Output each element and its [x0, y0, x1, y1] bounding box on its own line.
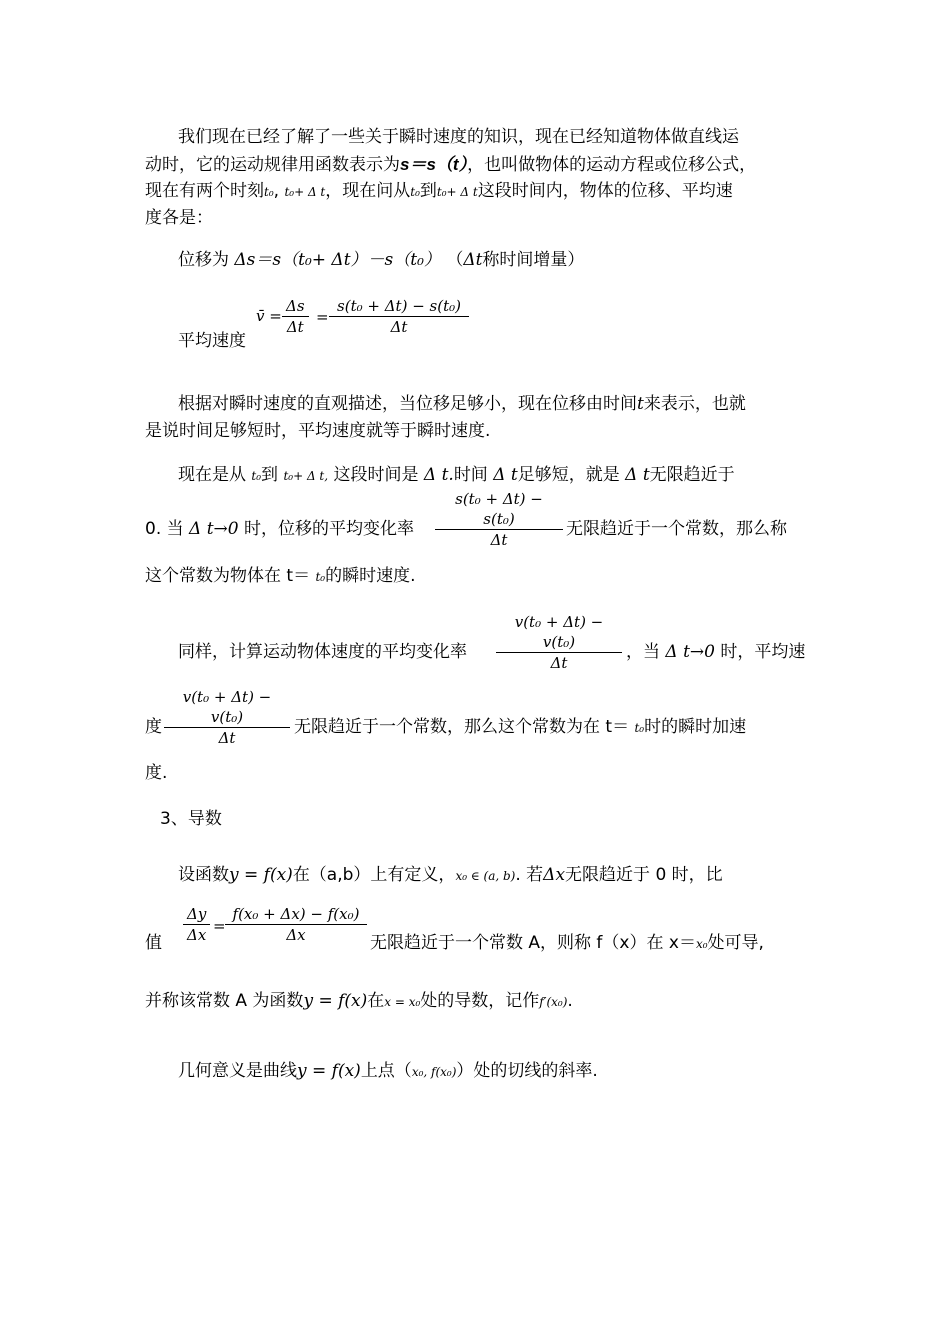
text: . [567, 991, 573, 1011]
text: 这段时间是 [333, 465, 419, 485]
math-point: x₀, f(x₀) [411, 1065, 457, 1079]
para4-line1-left: 同样，计算运动物体速度的平均变化率 [178, 642, 467, 662]
text: 时间 [453, 465, 488, 485]
para5-line2-right [370, 932, 764, 955]
text: 称时间增量） [482, 250, 585, 270]
text: . 若 [515, 865, 544, 885]
para2-line2 [145, 420, 490, 442]
math-t0: t₀ [264, 185, 274, 199]
math-t: t [637, 394, 644, 414]
text: 在（a,b）上有定义， [292, 865, 456, 885]
text: ，当 [626, 642, 660, 662]
text: ，也叫做物体的运动方程或位移公式， [467, 155, 757, 175]
math-limit: Δ t→0 [189, 519, 239, 539]
para1-line2 [145, 154, 756, 176]
text: 的瞬时速度. [325, 566, 416, 586]
text: 到 [419, 181, 437, 201]
equals-sign: = [213, 917, 226, 935]
para3-line2-left [145, 518, 414, 540]
denominator: Δt [286, 318, 304, 336]
denominator: Δx [187, 926, 207, 944]
math-dt: Δt [463, 250, 483, 270]
math-t0-plus-dt: t₀+ Δ t [436, 185, 478, 199]
text: 处可导, [707, 933, 764, 953]
displacement-line [178, 249, 584, 271]
math-function: y = f(x) [303, 991, 368, 1011]
numerator: Δy [183, 904, 210, 925]
para4-line2-left: 度 [145, 717, 162, 737]
numerator: v(t₀ + Δt) − v(t₀) [496, 612, 622, 653]
para4-line2-right [294, 716, 746, 739]
text: 来表示，也就 [643, 394, 746, 414]
math-dx: Δx [543, 865, 566, 885]
text: 动时，它的运动规律用函数表示为 [145, 155, 400, 175]
math-function: y = f(x) [229, 865, 293, 885]
denominator: Δt [390, 318, 408, 336]
text: 无限趋近于 [649, 465, 735, 485]
text: 时，平均速 [720, 642, 806, 662]
math-t0-plus-dt: t₀+ Δ t, [283, 469, 329, 483]
para3-line1 [178, 464, 735, 486]
para2-line1 [178, 393, 746, 415]
fraction-ds-dt [282, 296, 309, 337]
para3-line3 [145, 565, 416, 587]
text: 时，位移的平均变化率 [244, 519, 415, 539]
math-domain: x₀ ∈ (a, b) [455, 869, 516, 883]
section-heading-derivative [160, 808, 222, 830]
text: 度各是： [145, 208, 213, 228]
para5-line3 [145, 990, 573, 1012]
v-bar: v̄ = [256, 307, 282, 325]
text: 并称该常数 A 为函数 [145, 991, 304, 1011]
math-t0: t₀ [410, 185, 420, 199]
denominator: Δx [286, 926, 306, 944]
para4-line3 [145, 762, 167, 784]
para5-line1 [178, 864, 723, 886]
text: （ [446, 250, 464, 270]
math-limit: Δ t→0 [665, 642, 715, 662]
para5-line2-left: 值 [145, 933, 162, 953]
text: 在 [367, 991, 385, 1011]
text: 足够短，就是 [517, 465, 620, 485]
text: ）处的切线的斜率. [456, 1061, 598, 1081]
denominator: Δt [218, 729, 236, 747]
text: 时的瞬时加速 [644, 717, 747, 737]
text: 0. 当 [145, 519, 184, 539]
numerator: s(t₀ + Δt) − s(t₀) [435, 489, 563, 530]
text: 到 [261, 465, 279, 485]
para1-line4 [145, 207, 213, 229]
text: 3、导数 [160, 809, 222, 829]
text: 几何意义是曲线 [178, 1061, 297, 1081]
text: 现在是从 [178, 465, 246, 485]
text: 位移为 [178, 250, 229, 270]
denominator: Δt [490, 531, 508, 549]
math-x-eq-x0: x = x₀ [384, 995, 421, 1009]
motion-equation: s＝s（t） [400, 155, 468, 174]
text: 根据对瞬时速度的直观描述，当位移足够小，现在位移由时间 [178, 394, 637, 414]
text: 这段时间内，物体的位移、平均速 [477, 181, 733, 201]
text: 无限趋近于一个常数，那么这个常数为在 t＝ [294, 717, 630, 737]
text: 我们现在已经了解了一些关于瞬时速度的知识，现在已经知道物体做直线运 [178, 127, 739, 147]
math-dt: Δ t [493, 465, 518, 485]
denominator: Δt [550, 654, 568, 672]
fraction-avg-velocity [329, 296, 469, 337]
math-t0-plus-dt: t₀+ Δ t [284, 185, 326, 199]
para4-line1-right [626, 641, 805, 663]
text: ，现在问从 [325, 181, 411, 201]
fraction-derivative-quotient [225, 904, 367, 945]
numerator: Δs [282, 296, 309, 317]
avg-velocity-label: 平均速度 [178, 331, 246, 351]
text: 无限趋近于一个常数 A，则称 f（x）在 x＝ [370, 933, 696, 953]
fraction-dy-dx [183, 904, 210, 945]
text: 这个常数为物体在 t＝ [145, 566, 311, 586]
equals-sign: = [316, 308, 329, 326]
text: 现在有两个时刻 [145, 181, 264, 201]
math-dt: Δ t. [423, 465, 454, 485]
para6-line1 [178, 1060, 598, 1082]
text: 上点（ [360, 1061, 412, 1081]
displacement-formula: Δs＝s（t₀+ Δt）－s（t₀） [234, 250, 441, 270]
math-x0: x₀ [695, 937, 708, 951]
math-t0: t₀ [634, 721, 645, 735]
math-derivative: f′(x₀) [539, 995, 568, 1009]
text: 处的导数，记作 [420, 991, 540, 1011]
numerator: f(x₀ + Δx) − f(x₀) [225, 904, 367, 925]
fraction-displacement-rate [435, 489, 563, 550]
text: 设函数 [178, 865, 229, 885]
math-t0: t₀ [315, 570, 326, 584]
para1-line1 [178, 126, 739, 148]
numerator: v(t₀ + Δt) − v(t₀) [164, 687, 290, 728]
math-function: y = f(x) [297, 1061, 361, 1081]
fraction-velocity-rate [496, 612, 622, 673]
text: 无限趋近于 0 时，比 [565, 865, 723, 885]
text: 是说时间足够短时，平均速度就等于瞬时速度. [145, 421, 491, 441]
math-t0: t₀ [251, 469, 262, 483]
math-dt: Δ t [625, 465, 650, 485]
para1-line3: 现在有两个时刻t₀, t₀+ Δ t，现在问从t₀到t₀+ Δ t这段时间内，物体的位移、平均速 [145, 181, 733, 201]
text: 度. [145, 763, 168, 783]
fraction-velocity-rate-2 [164, 687, 290, 748]
para3-line2-right: 无限趋近于一个常数，那么称 [566, 519, 787, 539]
numerator: s(t₀ + Δt) − s(t₀) [329, 296, 469, 317]
